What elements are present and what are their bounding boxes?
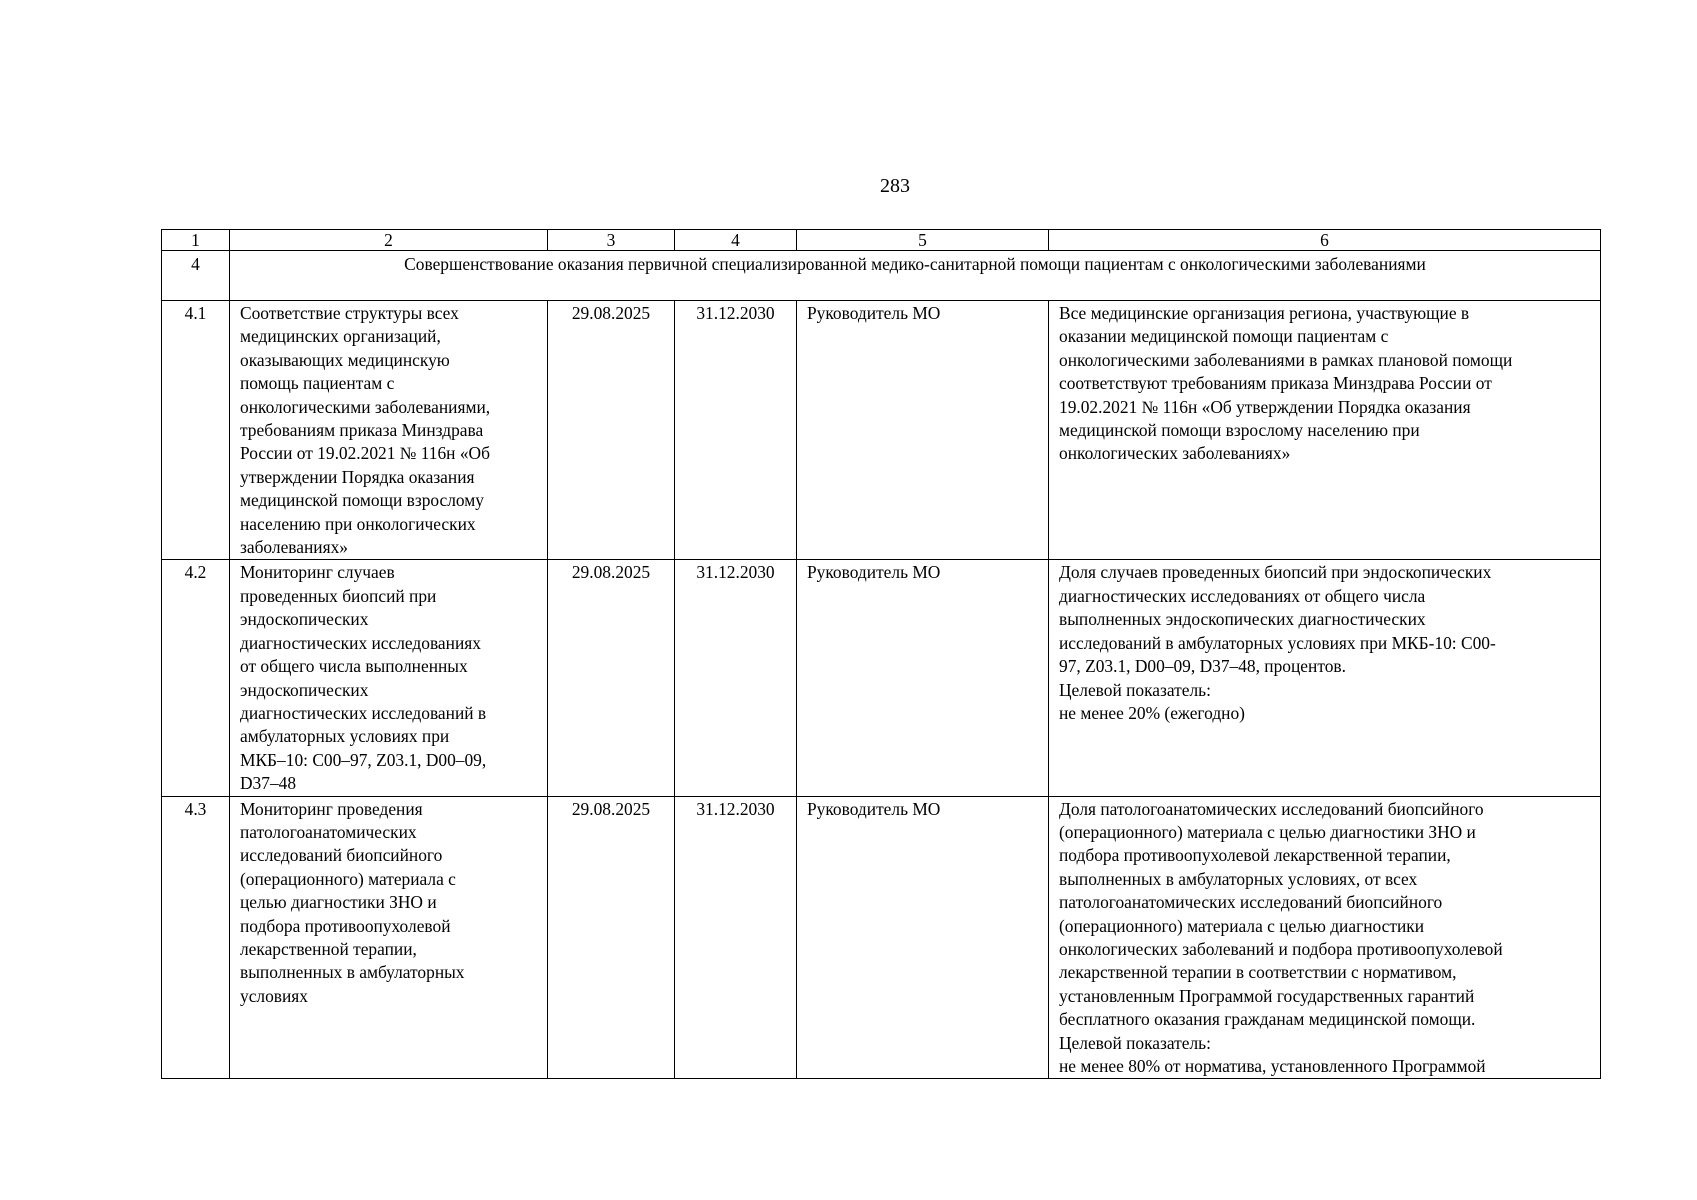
text-line: Доля патологоанатомических исследований биопсийного (1059, 798, 1484, 819)
text-line: 19.02.2021 № 116н «Об утверждении Порядка оказания (1059, 396, 1471, 417)
page-number: 283 (880, 175, 910, 197)
text-line: установленным Программой государственных гарантий (1059, 985, 1475, 1006)
section-row (162, 251, 1601, 301)
text-line: диагностических исследованиях (240, 632, 481, 653)
start-date: 29.08.2025 (548, 560, 675, 796)
text-line: заболеваниях» (240, 537, 349, 558)
text-line: условиях (240, 985, 309, 1006)
end-date: 31.12.2030 (675, 796, 797, 1079)
measures-table (161, 229, 1601, 1079)
text-line: подбора противоопухолевой (240, 915, 451, 936)
text-line: Мониторинг проведения (240, 798, 423, 819)
text-line: медицинских организаций, (240, 326, 441, 347)
text-line: соответствуют требованиям приказа Минздрава России от (1059, 373, 1492, 394)
result-cell (1049, 796, 1601, 1079)
text-line: проведенных биопсий при (240, 585, 437, 606)
text-line: патологоанатомических (240, 821, 417, 842)
row-number: 4.1 (162, 301, 230, 560)
text-line: D37–48 (240, 773, 297, 794)
end-date: 31.12.2030 (675, 560, 797, 796)
section-number: 4 (162, 251, 230, 301)
activity-cell (230, 796, 548, 1079)
text-line: онкологическими заболеваниями в рамках плановой помощи (1059, 349, 1513, 370)
column-number: 5 (797, 230, 1049, 251)
text-line: патологоанатомических исследований биопсийного (1059, 892, 1443, 913)
table-row (162, 301, 1601, 560)
text-line: России от 19.02.2021 № 116н «Об (240, 443, 490, 464)
text-line: амбулаторных условиях при (240, 726, 450, 747)
text-line: лекарственной терапии в соответствии с нормативом, (1059, 962, 1457, 983)
end-date: 31.12.2030 (675, 301, 797, 560)
text-line: МКБ–10: C00–97, Z03.1, D00–09, (240, 749, 487, 770)
table-row (162, 796, 1601, 1079)
text-line: оказывающих медицинскую (240, 349, 450, 370)
text-line: оказании медицинской помощи пациентам с (1059, 326, 1389, 347)
text-line: бесплатного оказания гражданам медицинской помощи. (1059, 1009, 1476, 1030)
text-line: диагностических исследованиях от общего числа (1059, 585, 1426, 606)
activity-cell (230, 560, 548, 796)
text-line: диагностических исследований в (240, 702, 487, 723)
text-line: Соответствие структуры всех (240, 303, 459, 323)
text-line: выполненных в амбулаторных условиях, от всех (1059, 868, 1418, 889)
text-line: не менее 20% (ежегодно) (1059, 702, 1245, 723)
column-number: 1 (162, 230, 230, 251)
text-line: Мониторинг случаев (240, 562, 395, 583)
responsible-cell: Руководитель МО (797, 301, 1049, 560)
text-line: Все медицинские организация региона, участвующие в (1059, 303, 1470, 323)
text-line: онкологическими заболеваниями, (240, 396, 491, 417)
text-line: требованиям приказа Минздрава (240, 420, 484, 441)
text-line: выполненных эндоскопических диагностических (1059, 609, 1426, 630)
start-date: 29.08.2025 (548, 301, 675, 560)
text-line: подбора противоопухолевой лекарственной терапии, (1059, 845, 1451, 866)
column-number: 3 (548, 230, 675, 251)
text-line: исследований в амбулаторных условиях при МКБ-10: C00- (1059, 632, 1496, 653)
text-line: онкологических заболеваний и подбора противоопухолевой (1059, 938, 1503, 959)
text-line: помощь пациентам с (240, 373, 395, 394)
text-line: (операционного) материала с целью диагностики (1059, 915, 1425, 936)
column-numbers-row (162, 230, 1601, 251)
text-line: 97, Z03.1, D00–09, D37–48, процентов. (1059, 656, 1346, 677)
text-line: от общего числа выполненных (240, 656, 468, 677)
text-line: не менее 80% от норматива, установленного Программой (1059, 1056, 1486, 1076)
result-cell (1049, 301, 1601, 560)
text-line: лекарственной терапии, (240, 938, 417, 959)
text-line: исследований биопсийного (240, 845, 443, 866)
text-line: медицинской помощи взрослому (240, 490, 484, 511)
row-number: 4.2 (162, 560, 230, 796)
text-line: Доля случаев проведенных биопсий при эндоскопических (1059, 562, 1492, 583)
row-number: 4.3 (162, 796, 230, 1079)
responsible-cell: Руководитель МО (797, 796, 1049, 1079)
start-date: 29.08.2025 (548, 796, 675, 1079)
table-row (162, 560, 1601, 796)
activity-cell (230, 301, 548, 560)
text-line: целью диагностики ЗНО и (240, 892, 437, 913)
text-line: (операционного) материала с целью диагностики ЗНО и (1059, 821, 1476, 842)
responsible-cell: Руководитель МО (797, 560, 1049, 796)
column-number: 6 (1049, 230, 1601, 251)
column-number: 4 (675, 230, 797, 251)
text-line: эндоскопических (240, 679, 369, 700)
text-line: Целевой показатель: (1059, 679, 1211, 700)
text-line: Целевой показатель: (1059, 1032, 1211, 1053)
text-line: эндоскопических (240, 609, 369, 630)
result-cell (1049, 560, 1601, 796)
text-line: онкологических заболеваниях» (1059, 443, 1291, 464)
text-line: населению при онкологических (240, 513, 476, 534)
text-line: выполненных в амбулаторных (240, 962, 465, 983)
text-line: (операционного) материала с (240, 868, 456, 889)
text-line: медицинской помощи взрослому населению при (1059, 420, 1420, 441)
section-title: Совершенствование оказания первичной специализированной медико-санитарной помощи пациентам с онкологическими заболеваниями (230, 251, 1601, 301)
column-number: 2 (230, 230, 548, 251)
text-line: утверждении Порядка оказания (240, 466, 475, 487)
